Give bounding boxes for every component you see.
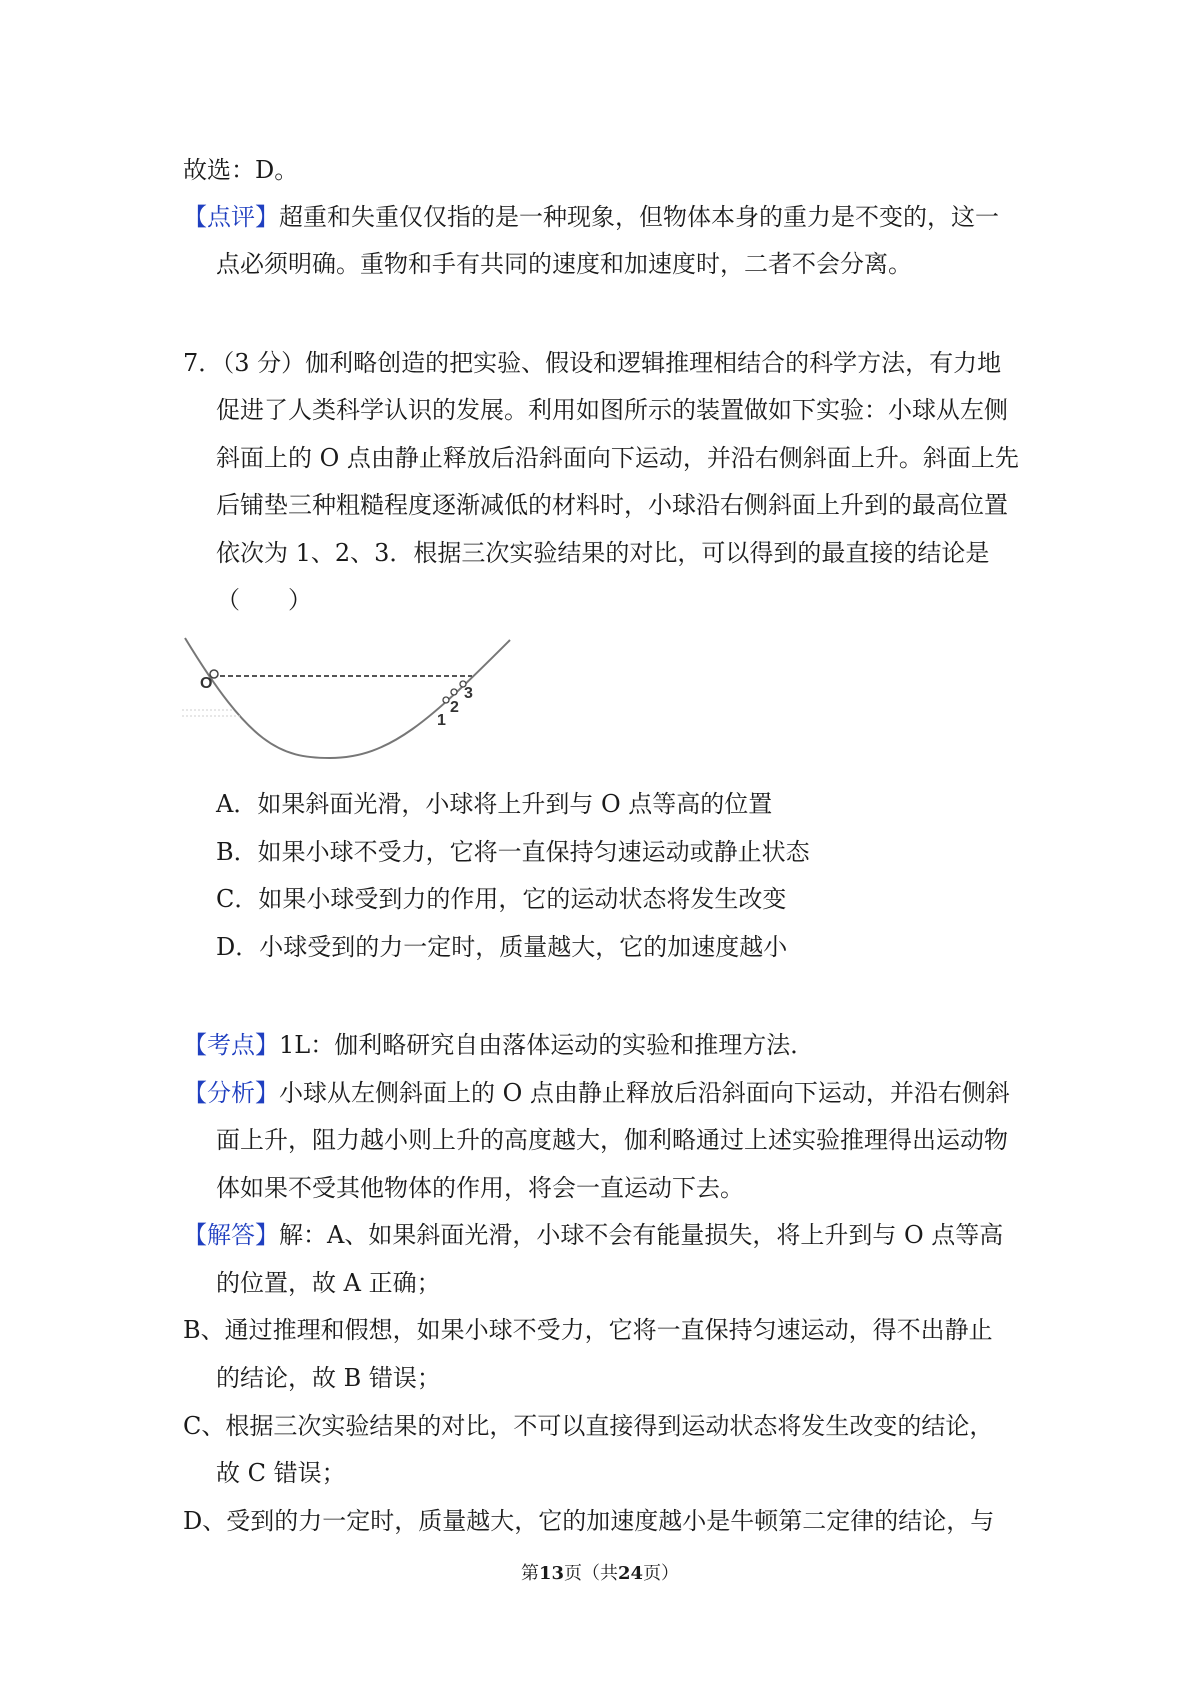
question-line-5: 依次为 1、2、3．根据三次实验结果的对比，可以得到的最直接的结论是: [216, 539, 990, 567]
ball-position-1: [443, 697, 449, 703]
answer-c-line-1: C、根据三次实验结果的对比，不可以直接得到运动状态将发生改变的结论，: [183, 1412, 994, 1440]
question-blank: （ ）: [216, 586, 312, 614]
jieda-text-1: 解：A、如果斜面光滑，小球不会有能量损失，将上升到与 O 点等高: [279, 1221, 1004, 1249]
review-line-1: [183, 199, 999, 235]
footer-page-number: 13: [538, 1563, 564, 1584]
answer-b-line-2: 的结论，故 B 错误；: [216, 1364, 441, 1392]
jieda-line-1: [183, 1217, 1003, 1253]
question-line-4: 后铺垫三种粗糙程度逐渐减低的材料时，小球沿右侧斜面上升到的最高位置: [216, 491, 1008, 519]
option-a: A．如果斜面光滑，小球将上升到与 O 点等高的位置: [216, 790, 773, 818]
label-2: 2: [450, 699, 459, 716]
kaodian-tag: 【考点】: [183, 1031, 279, 1059]
answer-d-line-1: D、受到的力一定时，质量越大，它的加速度越小是牛顿第二定律的结论，与: [183, 1507, 995, 1535]
question-line-2: 促进了人类科学认识的发展。利用如图所示的装置做如下实验：小球从左侧: [216, 396, 1008, 424]
footer-middle: 页（共: [564, 1563, 618, 1584]
jieda-line-2: 的位置，故 A 正确；: [216, 1269, 441, 1297]
answer-c-line-2: 故 C 错误；: [216, 1459, 346, 1487]
page-footer: [0, 1560, 1200, 1588]
footer-prefix: 第: [520, 1563, 539, 1584]
option-b: B．如果小球不受力，它将一直保持匀速运动或静止状态: [216, 838, 810, 866]
kaodian-line: [183, 1027, 814, 1063]
fenxi-line-2: 面上升，阻力越小则上升的高度越大，伽利略通过上述实验推理得出运动物: [216, 1126, 1008, 1154]
curved-track: [185, 638, 510, 758]
footer-suffix: 页）: [643, 1563, 680, 1584]
conclusion-text: 故选：D。: [183, 156, 299, 184]
fenxi-line-1: [183, 1075, 1010, 1111]
label-o: O: [200, 675, 213, 692]
ball-position-2: [451, 689, 457, 695]
option-d: D．小球受到的力一定时，质量越大，它的加速度越小: [216, 933, 788, 961]
fenxi-tag: 【分析】: [183, 1079, 279, 1107]
answer-b-line-1: B、通过推理和假想，如果小球不受力，它将一直保持匀速运动，得不出静止: [183, 1316, 993, 1344]
label-3: 3: [464, 685, 473, 702]
jieda-tag: 【解答】: [183, 1221, 279, 1249]
ground-hatch: [182, 710, 240, 716]
fenxi-line-3: 体如果不受其他物体的作用，将会一直运动下去。: [216, 1174, 744, 1202]
footer-total-pages: 24: [618, 1563, 644, 1584]
review-text-1: 超重和失重仅仅指的是一种现象，但物体本身的重力是不变的，这一: [279, 203, 999, 231]
review-line-2: 点必须明确。重物和手有共同的速度和加速度时，二者不会分离。: [216, 250, 912, 278]
question-line-3: 斜面上的 O 点由静止释放后沿斜面向下运动，并沿右侧斜面上升。斜面上先: [216, 444, 1019, 472]
incline-figure: [180, 630, 520, 770]
kaodian-text: 1L：伽利略研究自由落体运动的实验和推理方法．: [279, 1031, 815, 1059]
question-line-1: 7．（3 分）伽利略创造的把实验、假设和逻辑推理相结合的科学方法，有力地: [183, 349, 1002, 377]
fenxi-text-1: 小球从左侧斜面上的 O 点由静止释放后沿斜面向下运动，并沿右侧斜: [279, 1079, 1010, 1107]
option-c: C．如果小球受到力的作用，它的运动状态将发生改变: [216, 885, 787, 913]
label-1: 1: [437, 712, 446, 729]
review-tag: 【点评】: [183, 203, 279, 231]
